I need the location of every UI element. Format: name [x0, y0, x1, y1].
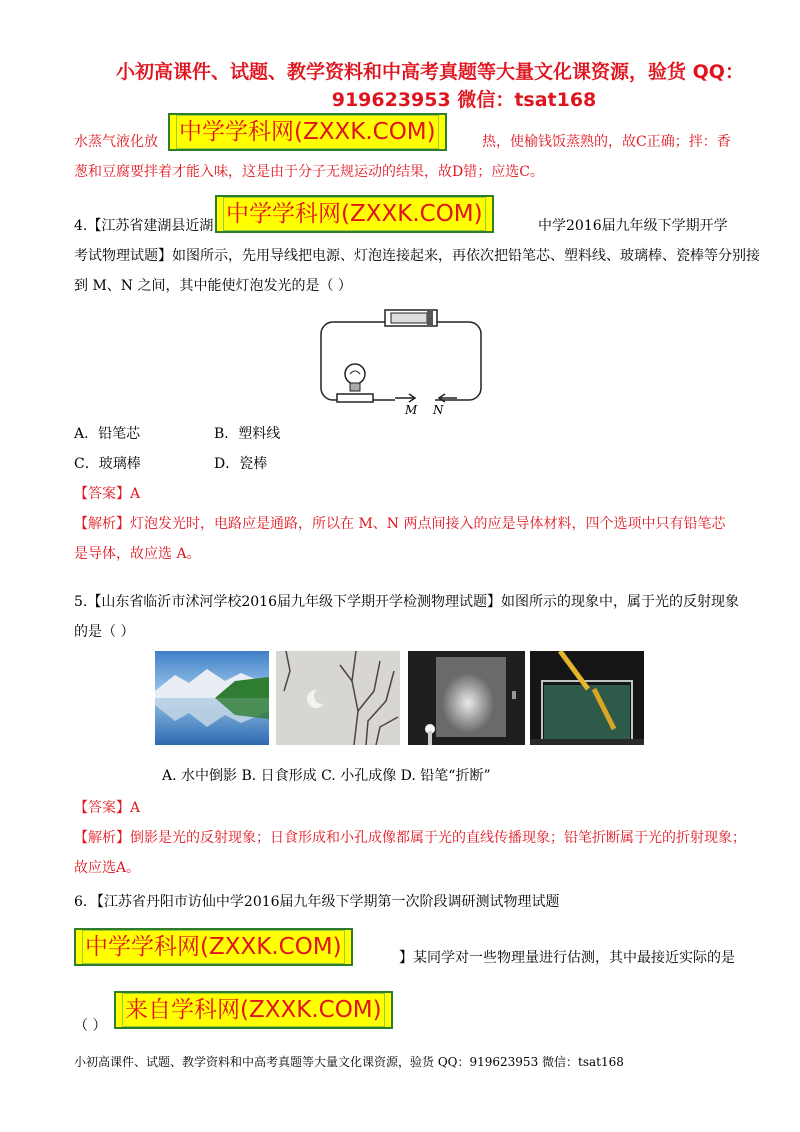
q5-analysis-2: 故应选A。 [74, 860, 141, 876]
header-line-1: 小初高课件、试题、教学资料和中高考真题等大量文化课资源，验货 QQ： [116, 61, 744, 83]
q4-line-2: 考试物理试题】如图所示，先用导线把电源、灯泡连接起来，再依次把铅笔芯、塑料线、玻璃棒、瓷棒等分别接 [74, 248, 760, 264]
header-line-2: 919623953 微信：tsat168 [331, 89, 597, 111]
q4-option-b: B．塑料线 [214, 426, 281, 442]
photo-pinhole-imaging [408, 651, 525, 745]
circuit-diagram [315, 302, 487, 416]
q5-line-2: 的是（ ） [74, 624, 135, 640]
watermark-stamp-1: 中学学科网(ZXXK.COM) [168, 113, 447, 151]
lightbulb-icon [337, 364, 373, 402]
q4-option-c: C．玻璃棒 [74, 456, 141, 472]
photo-water-reflection [155, 651, 269, 745]
battery-icon [385, 310, 437, 326]
q6-line-3: （ ） [74, 1018, 107, 1034]
q3-tail-line-2: 葱和豆腐要拌着才能入味，这是由于分子无规运动的结果，故D错；应选C。 [74, 164, 544, 180]
photo-solar-eclipse [276, 651, 400, 745]
q4-option-d: D．瓷棒 [214, 456, 268, 472]
q5-options: A. 水中倒影 B. 日食形成 C. 小孔成像 D. 铅笔“折断” [162, 768, 491, 784]
q4-analysis-1: 【解析】灯泡发光时，电路应是通路，所以在 M、N 两点间接入的应是导体材料，四个选项中只有铅笔芯 [74, 516, 726, 532]
q6-line-2: 】某同学对一些物理量进行估测，其中最接近实际的是 [399, 950, 735, 966]
q4-line-3: 到 M、N 之间，其中能使灯泡发光的是（ ） [74, 278, 352, 294]
q4-line-1a: 4.【江苏省建湖县近湖 [74, 218, 214, 234]
q4-answer: 【答案】A [74, 486, 141, 502]
q4-analysis-2: 是导体，故应选 A。 [74, 546, 201, 562]
watermark-stamp-2: 中学学科网(ZXXK.COM) [215, 195, 494, 233]
q5-answer: 【答案】A [74, 800, 141, 816]
page-footer: 小初高课件、试题、教学资料和中高考真题等大量文化课资源，验货 QQ：919623953 微信：tsat168 [74, 1055, 624, 1069]
q4-line-1b: 中学2016届九年级下学期开学 [538, 218, 728, 234]
watermark-stamp-3: 中学学科网(ZXXK.COM) [74, 928, 353, 966]
watermark-stamp-4: 来自学科网(ZXXK.COM) [114, 991, 393, 1029]
q4-option-a: A．铅笔芯 [74, 426, 141, 442]
circuit-wire-loop [321, 322, 481, 400]
photo-pencil-refraction [530, 651, 644, 745]
q3-tail-line-1b: 热，使榆钱饭蒸熟的，故C正确；拌：香 [482, 134, 731, 150]
q5-line-1: 5.【山东省临沂市沭河学校2016届九年级下学期开学检测物理试题】如图所示的现象中，属于光的反射现象 [74, 594, 739, 610]
q3-tail-line-1a: 水蒸气液化放 [74, 134, 158, 150]
label-m: M [405, 403, 418, 416]
q6-line-1: 6．【江苏省丹阳市访仙中学2016届九年级下学期第一次阶段调研测试物理试题 [74, 894, 560, 910]
page-header [60, 58, 800, 114]
label-n: N [433, 403, 444, 416]
q5-analysis-1: 【解析】倒影是光的反射现象；日食形成和小孔成像都属于光的直线传播现象；铅笔折断属于光的折射现象； [74, 830, 746, 846]
